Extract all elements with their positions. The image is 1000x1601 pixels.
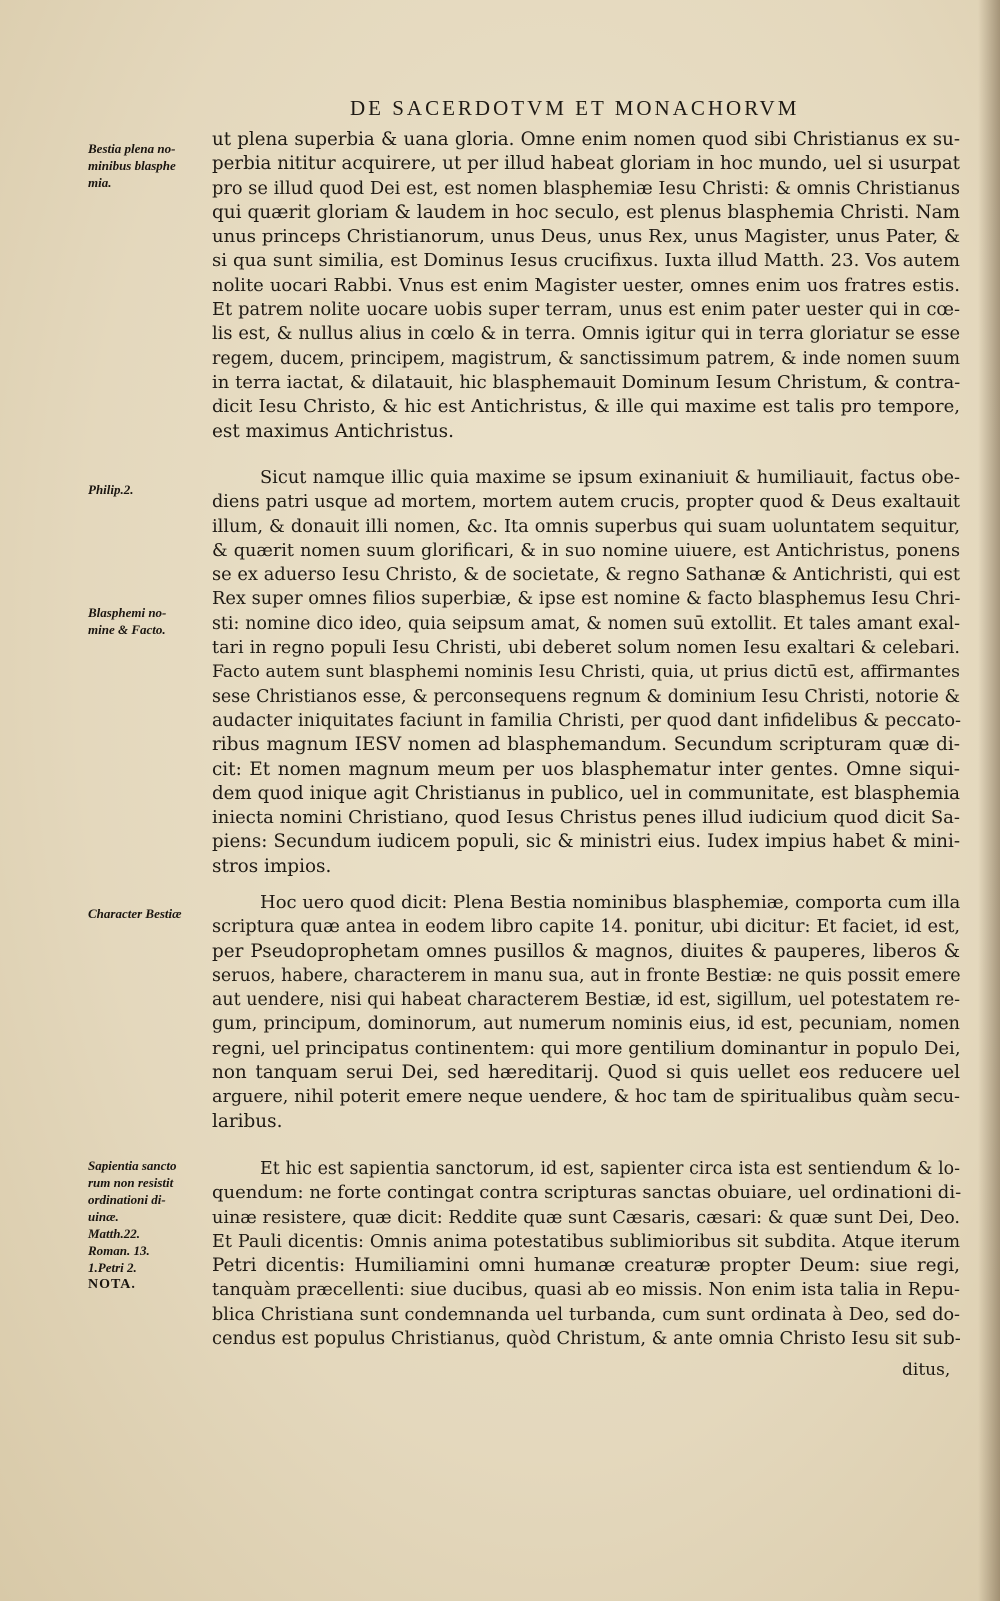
text-line: dem quod inique agit Christianus in publico, uel in communitate, est blasphemia (212, 782, 960, 804)
text-line: seruos, habere, characterem in manu sua, aut in fronte Bestiæ: ne quis possit emere (212, 965, 961, 986)
text-line: cit: Et nomen magnum meum per uos blasphematur inter gentes. Omne siqui- (212, 758, 960, 780)
margin-note-line: Blasphemi no- (88, 605, 167, 620)
margin-note-line: Bestia plena no- (88, 141, 176, 156)
text-line: ut plena superbia & uana gloria. Omne enim nomen quod sibi Christianus ex su- (212, 129, 960, 150)
text-line: qui quærit gloriam & laudem in hoc seculo, est plenus blasphemia Christi. Nam (212, 201, 960, 223)
text-line: sti: nomine dico ideo, quia seipsum amat, & nomen suū extollit. Et tales amant exal- (212, 613, 960, 634)
text-line: & quærit nomen suum glorificari, & in suo nomine uiuere, est Antichristus, ponens (212, 540, 960, 561)
text-line: tari in regno populi Iesu Christi, ubi deberet solum nomen Iesu exaltari & celebari. (212, 638, 960, 659)
text-line: lis est, & nullus alius in cœlo & in terra. Omnis igitur qui in terra gloriatur se esse (212, 323, 960, 345)
text-line: Rex super omnes filios superbiæ, & ipse est nomine & facto blasphemus Iesu Chri- (212, 588, 961, 610)
margin-note-line: mine & Facto. (88, 622, 166, 637)
text-line: diens patri usque ad mortem, mortem autem crucis, propter quod & Deus exaltauit (212, 492, 960, 513)
text-line: est maximus Antichristus. (212, 420, 454, 442)
text-line: Hoc uero quod dicit: Plena Bestia nominibus blasphemiæ, comporta cum illa (260, 892, 961, 913)
paragraph-4 (212, 1157, 960, 1351)
text-line: cendus est populus Christianus, quòd Christum, & ante omnia Christo Iesu sit sub- (212, 1328, 961, 1350)
text-line: Sicut namque illic quia maxime se ipsum exinaniuit & humiliauit, factus obe- (260, 467, 960, 488)
text-line: audacter iniquitates faciunt in familia Christi, per quod dant infidelibus & peccato- (212, 709, 962, 731)
margin-note-line: ordinationi di- (88, 1192, 166, 1207)
page-edge-shadow (978, 0, 1000, 1601)
margin-note-philip (88, 481, 213, 498)
running-head: DE SACERDOTVM ET MONACHORVM (350, 96, 800, 120)
text-line: Et Pauli dicentis: Omnis anima potestatibus sublimioribus sit subdita. Atque iterum (212, 1231, 960, 1252)
text-line: si qua sunt similia, est Dominus Iesus crucifixus. Iuxta illud Matth. 23. Vos autem (212, 250, 960, 272)
margin-note-line: mia. (88, 175, 112, 190)
text-line: dicit Iesu Christo, & hic est Antichristus, & ille qui maxime est talis pro tempore, (212, 396, 960, 418)
margin-note-bestia (88, 140, 213, 191)
margin-note-nota: NOTA. (88, 1277, 136, 1292)
text-line: tanquàm præcellenti: siue ducibus, quasi ab eo missis. Non enim ista talia in Repu- (212, 1280, 960, 1301)
margin-note-blasphemi (88, 604, 213, 638)
text-line: Et hic est sapientia sanctorum, id est, sapienter circa ista est sentiendum & lo- (260, 1159, 960, 1179)
text-line: aut uendere, nisi qui habeat characterem Bestiæ, id est, sigillum, uel potestatem re- (212, 990, 960, 1011)
text-line: nolite uocari Rabbi. Vnus est enim Magister uester, omnes enim uos fratres estis. (212, 274, 960, 296)
text-line: stros impios. (212, 855, 332, 877)
text-line: pro se illud quod Dei est, est nomen blasphemiæ Iesu Christi: & omnis Christianus (212, 177, 960, 199)
text-line: per Pseudoprophetam omnes pusillos & magnos, diuites & pauperes, liberos & (212, 940, 960, 962)
text-line: iniecta nomini Christiano, quod Iesus Christus penes illud iudicium quod dicit Sa- (212, 807, 960, 829)
text-line: piens: Secundum iudicem populi, sic & ministri eius. Iudex impius habet & mini- (212, 831, 960, 853)
margin-note-line: 1.Petri 2. (88, 1260, 137, 1275)
text-line: Et patrem nolite uocare uobis super terram, unus est enim pater uester qui in cœ- (212, 299, 960, 321)
text-line: scriptura quæ antea in eodem libro capite 14. ponitur, ubi dicitur: Et faciet, id est, (212, 916, 960, 938)
margin-note-line: Roman. 13. (88, 1243, 150, 1258)
margin-note-line: rum non resistit (88, 1175, 174, 1190)
margin-note-line: Character Bestiæ (88, 906, 182, 921)
margin-note-line: Matth.22. (88, 1226, 141, 1241)
text-line: Facto autem sunt blasphemi nominis Iesu Christi, quia, ut prius dictū est, affirmantes (212, 662, 960, 683)
text-line: uinæ resistere, quæ dicit: Reddite quæ sunt Cæsaris, cæsari: & quæ sunt Dei, Deo. (212, 1207, 960, 1228)
text-line: gum, principum, dominorum, aut numerum nominis eius, id est, pecuniam, nomen (212, 1013, 960, 1035)
margin-note-line: Sapientia sancto (88, 1158, 177, 1173)
text-line: blica Christiana sunt condemnanda uel turbanda, cum sunt ordinata à Deo, sed do- (212, 1304, 960, 1325)
text-line: Petri dicentis: Humiliamini omni humanæ creaturæ propter Deum: siue regi, (212, 1255, 960, 1277)
text-line: arguere, nihil poterit emere neque uendere, & hoc tam de spiritualibus quàm secu- (212, 1087, 960, 1108)
text-line: quendum: ne forte contingat contra scripturas sanctas obuiare, uel ordinationi di- (212, 1182, 962, 1204)
catchword: ditus, (902, 1360, 951, 1380)
text-line: illum, & donauit illi nomen, &c. Ita omnis superbus qui suam uoluntatem sequitur, (212, 515, 960, 537)
margin-note-line: minibus blasphe (88, 158, 176, 173)
text-line: regni, uel principatus continentem: qui more gentilium dominantur in populo Dei, (212, 1037, 961, 1059)
text-line: regem, ducem, principem, magistrum, & sanctissimum patrem, & inde nomen suum (212, 348, 960, 369)
margin-note-character (88, 905, 213, 922)
paragraph-3 (212, 891, 960, 1134)
margin-note-line: Philip.2. (88, 482, 134, 497)
margin-note-line: uinæ. (88, 1209, 119, 1224)
paragraph-1 (212, 128, 960, 444)
paragraph-2 (212, 466, 960, 879)
margin-note-sapientia (88, 1157, 213, 1293)
text-line: se ex aduerso Iesu Christo, & de societate, & regno Sathanæ & Antichristi, qui est (212, 564, 960, 586)
text-line: laribus. (212, 1110, 283, 1132)
text-line: sese Christianos esse, & perconsequens regnum & dominium Iesu Christi, notorie & (212, 686, 960, 707)
text-line: perbia nititur acquirere, ut per illud habeat gloriam in hoc mundo, uel si usurpat (212, 153, 960, 175)
text-line: non tanquam serui Dei, sed hæreditarij. Quod si quis uellet eos reducere uel (212, 1062, 960, 1084)
text-line: unus princeps Christianorum, unus Deus, unus Rex, unus Magister, unus Pater, & (212, 226, 960, 248)
text-line: ribus magnum IESV nomen ad blasphemandum. Secundum scripturam quæ di- (212, 734, 960, 756)
text-line: in terra iactat, & dilatauit, hic blasphemauit Dominum Iesum Christum, & contra- (212, 371, 961, 393)
